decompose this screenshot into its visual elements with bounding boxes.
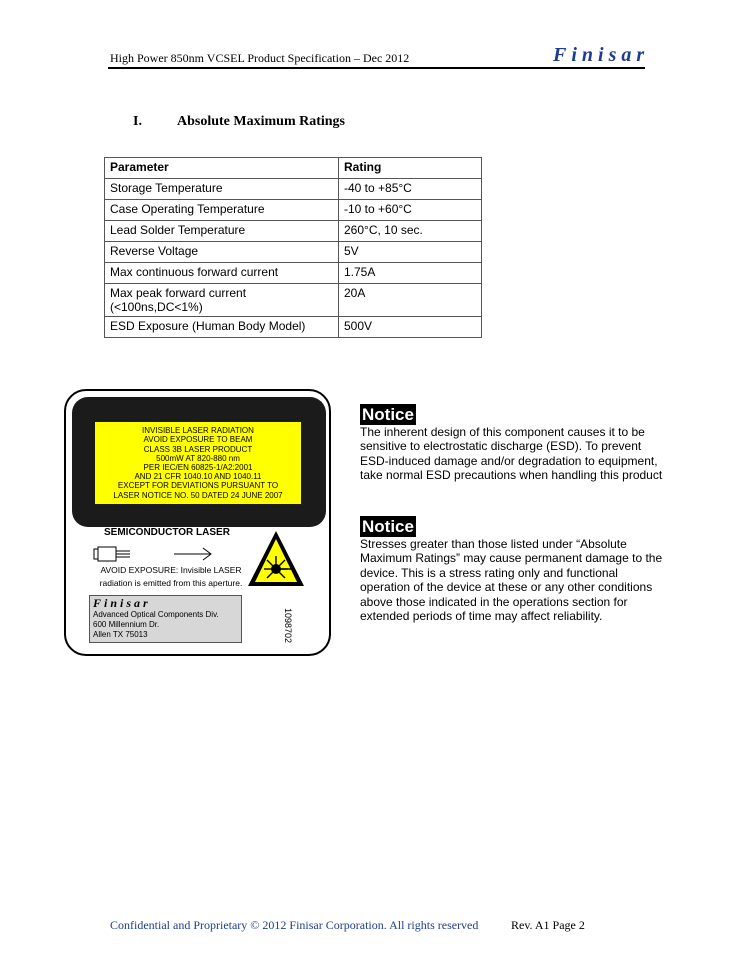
warning-line: 500mW AT 820-880 nm (156, 453, 240, 463)
table-row (105, 200, 482, 221)
table-row (105, 284, 482, 317)
aperture-warning-line: AVOID EXPOSURE: Invisible LASER (100, 565, 242, 575)
parameter-line-2: (<100ns,DC<1%) (110, 300, 203, 314)
manufacturer-box (89, 595, 242, 643)
warning-line: AVOID EXPOSURE TO BEAM (143, 435, 253, 445)
rating-cell: 5V (339, 242, 482, 263)
semiconductor-laser-title: SEMICONDUCTOR LASER (104, 527, 230, 538)
aperture-warning (96, 564, 246, 589)
rating-cell: -10 to +60°C (339, 200, 482, 221)
table-row (105, 179, 482, 200)
laser-warning-text-block (95, 422, 301, 504)
parameter-line: Max peak forward current (110, 286, 247, 300)
laser-hazard-icon (245, 528, 307, 598)
parameter-cell (105, 284, 339, 317)
column-header-parameter: Parameter (105, 158, 339, 179)
manufacturer-address-line: Advanced Optical Components Div. (93, 610, 219, 619)
notice-text: The inherent design of this component causes it to be sensitive to electrostatic discharge (ESD). To prevent ESD-induced damage and/or degradation to equipment, take normal ESD precautions when handling this product (360, 425, 663, 483)
warning-line: EXCEPT FOR DEVIATIONS PURSUANT TO (117, 481, 279, 491)
section-number: I. (133, 114, 142, 129)
parameter-cell: Lead Solder Temperature (105, 221, 339, 242)
section-title: Absolute Maximum Ratings (177, 114, 346, 129)
parameter-cell: Max continuous forward current (105, 263, 339, 284)
rating-cell: 20A (339, 284, 482, 317)
parameter-cell: Storage Temperature (105, 179, 339, 200)
manufacturer-address-line: Allen TX 75013 (93, 630, 148, 639)
rating-cell: 260°C, 10 sec. (339, 221, 482, 242)
warning-line: CLASS 3B LASER PRODUCT (143, 444, 253, 454)
notice-stress (360, 516, 670, 623)
table-row (105, 263, 482, 284)
warning-line: LASER NOTICE NO. 50 DATED 24 JUNE 2007 (113, 490, 283, 500)
rating-cell: -40 to +85°C (339, 179, 482, 200)
footer-page-number: Rev. A1 Page 2 (511, 918, 585, 932)
notice-badge: Notice (362, 517, 414, 536)
parameter-cell: Reverse Voltage (105, 242, 339, 263)
footer-copyright: Confidential and Proprietary © 2012 Finisar Corporation. All rights reserved (110, 918, 479, 932)
header-title: High Power 850nm VCSEL Product Specification – Dec 2012 (110, 51, 410, 65)
rating-cell: 500V (339, 317, 482, 338)
part-code: 1098702 (283, 608, 293, 644)
ratings-table (104, 157, 482, 338)
manufacturer-address-line: 600 Millennium Dr. (93, 620, 160, 629)
header-rule (108, 67, 645, 69)
warning-line: AND 21 CFR 1040.10 AND 1040.11 (134, 472, 262, 482)
manufacturer-logo: Finisar (93, 596, 151, 610)
notice-text: Stresses greater than those listed under “Absolute Maximum Ratings” may cause permanent damage to the device. This is a stress rating only and functional operation of the device at these or any other conditions above those indicated in the operations section for extended periods of time may affect reliability. (360, 537, 663, 624)
parameter-cell: Case Operating Temperature (105, 200, 339, 221)
warning-line: PER IEC/EN 60825-1/A2:2001 (143, 463, 253, 472)
rating-cell: 1.75A (339, 263, 482, 284)
table-row (105, 221, 482, 242)
parameter-cell: ESD Exposure (Human Body Model) (105, 317, 339, 338)
finisar-logo: Finisar (553, 44, 650, 66)
aperture-warning-line: radiation is emitted from this aperture. (99, 577, 243, 588)
column-header-rating: Rating (339, 158, 482, 179)
warning-line: INVISIBLE LASER RADIATION (142, 426, 254, 436)
notice-badge: Notice (362, 405, 414, 424)
table-row (105, 317, 482, 338)
table-row (105, 242, 482, 263)
table-header-row (105, 158, 482, 179)
notice-esd (360, 404, 670, 483)
